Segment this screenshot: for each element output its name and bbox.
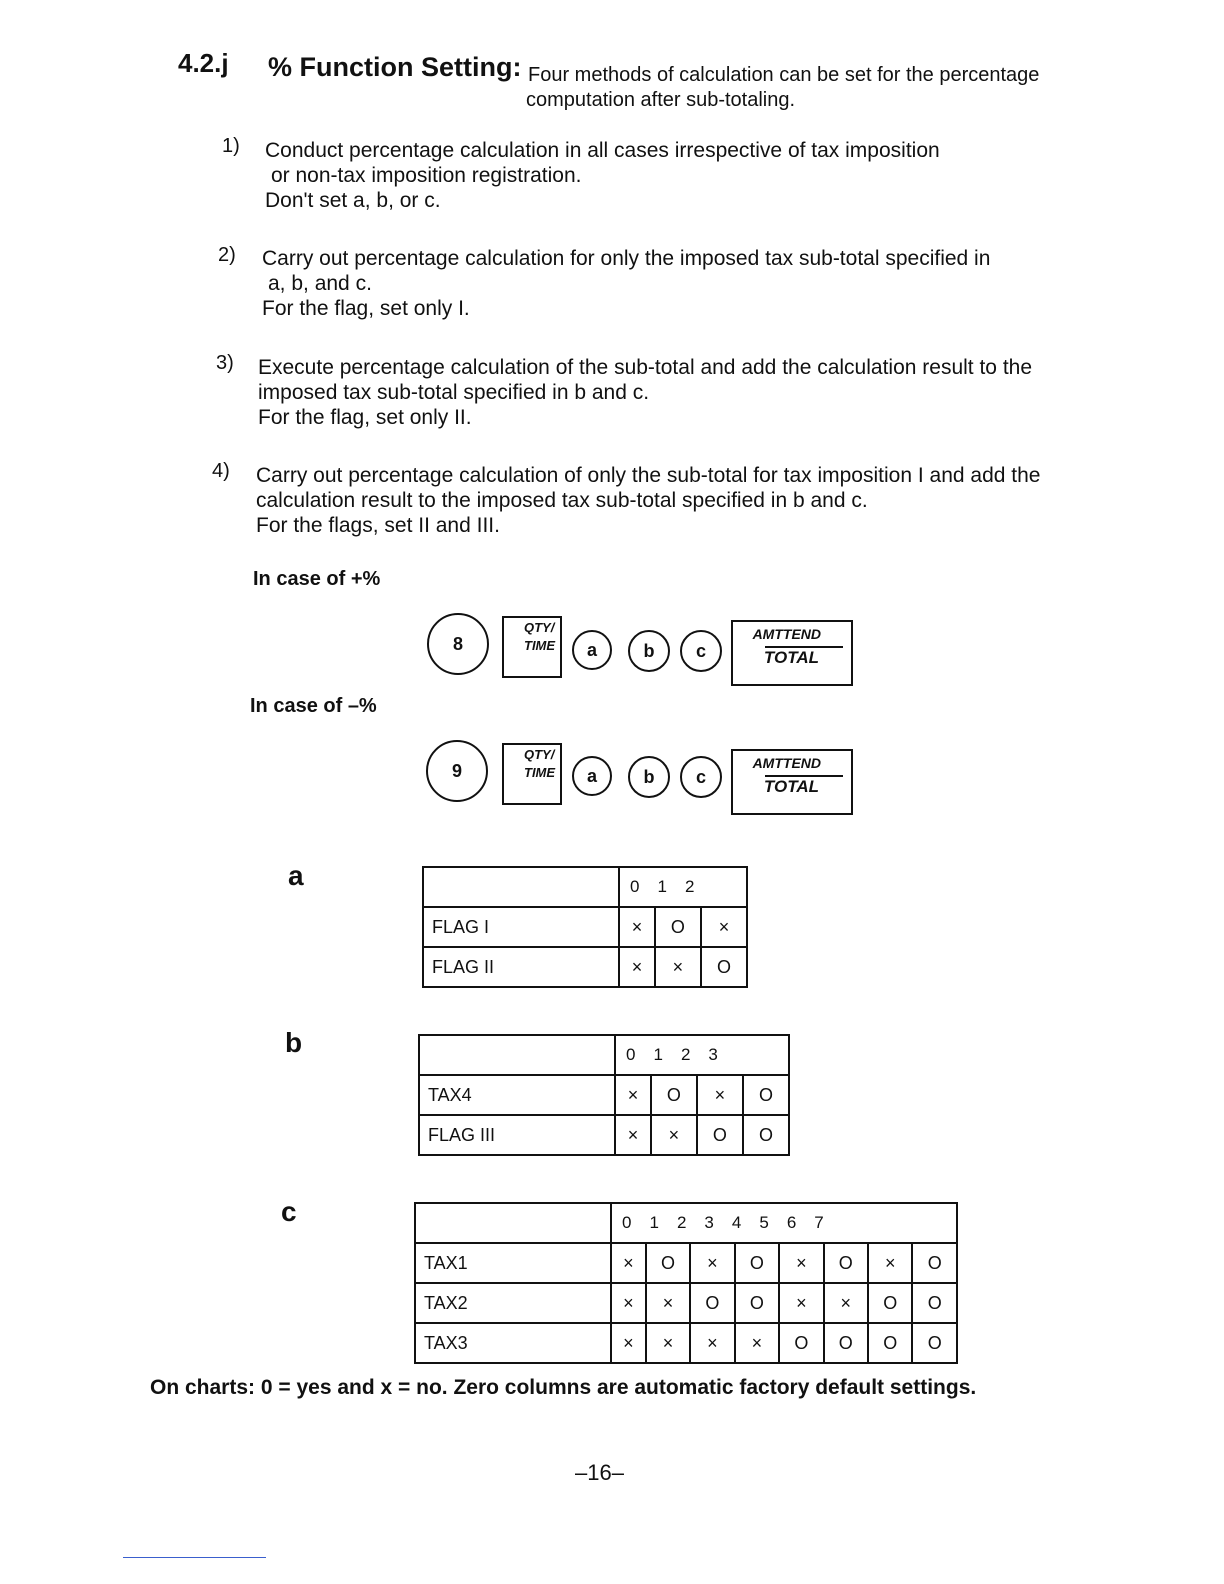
table-row: FLAG II × × O: [423, 947, 747, 987]
key-8: 8: [427, 613, 489, 675]
list-item: Carry out percentage calculation of only the sub-total for tax imposition I and add the calculation result to the imposed tax sub-total specified in b and c. For the flags, set II and III.: [256, 464, 1041, 537]
table-c-letter: c: [281, 1196, 297, 1227]
key-b: b: [628, 756, 670, 798]
page-number: –16–: [575, 1460, 624, 1485]
section-intro-line2: computation after sub-totaling.: [526, 89, 796, 111]
key-amt-tend-total: AMTTEND TOTAL: [731, 620, 853, 686]
table-b-header: 0123: [615, 1035, 789, 1075]
list-item: Carry out percentage calculation for only the imposed tax sub-total specified in a, b, and c. For the flag, set only I.: [262, 247, 991, 320]
case-plus-label: In case of +%: [253, 568, 381, 590]
key-b: b: [628, 630, 670, 672]
case-minus-label: In case of –%: [250, 695, 377, 717]
table-row: FLAG I × O ×: [423, 907, 747, 947]
section-intro-line1: Four methods of calculation can be set for the percentage: [528, 64, 1040, 86]
table-row: TAX3 × × × × O O O O: [415, 1323, 957, 1363]
key-qty-time: QTY/ TIME: [502, 616, 562, 678]
key-a: a: [572, 756, 612, 796]
key-amt-tend-total: AMTTEND TOTAL: [731, 749, 853, 815]
item-number: 1): [222, 135, 240, 157]
table-row: TAX4 × O × O: [419, 1075, 789, 1115]
list-item: Conduct percentage calculation in all cases irrespective of tax imposition or non-tax imposition registration. Don't set a, b, or c.: [265, 139, 940, 212]
key-qty-time: QTY/ TIME: [502, 743, 562, 805]
table-c-header: 01234567: [611, 1203, 957, 1243]
key-9: 9: [426, 740, 488, 802]
key-a: a: [572, 630, 612, 670]
table-a-header: 012: [619, 867, 747, 907]
key-c: c: [680, 756, 722, 798]
table-b-letter: b: [285, 1027, 303, 1058]
table-b: [418, 1034, 790, 1156]
item-number: 3): [216, 352, 234, 374]
section-number: 4.2.j: [178, 48, 229, 78]
list-item: Execute percentage calculation of the sub-total and add the calculation result to the imposed tax sub-total specified in b and c. For the flag, set only II.: [258, 356, 1033, 429]
chart-footnote: On charts: 0 = yes and x = no. Zero columns are automatic factory default settings.: [150, 1376, 977, 1399]
item-number: 4): [212, 460, 230, 482]
table-row: TAX1 × O × O × O × O: [415, 1243, 957, 1283]
table-row: FLAG III × × O O: [419, 1115, 789, 1155]
section-title: % Function Setting:: [268, 52, 522, 82]
table-a: [422, 866, 748, 988]
divider: [123, 1557, 266, 1558]
item-number: 2): [218, 244, 236, 266]
table-a-letter: a: [288, 860, 304, 891]
key-c: c: [680, 630, 722, 672]
table-c: [414, 1202, 958, 1364]
table-row: TAX2 × × O O × × O O: [415, 1283, 957, 1323]
